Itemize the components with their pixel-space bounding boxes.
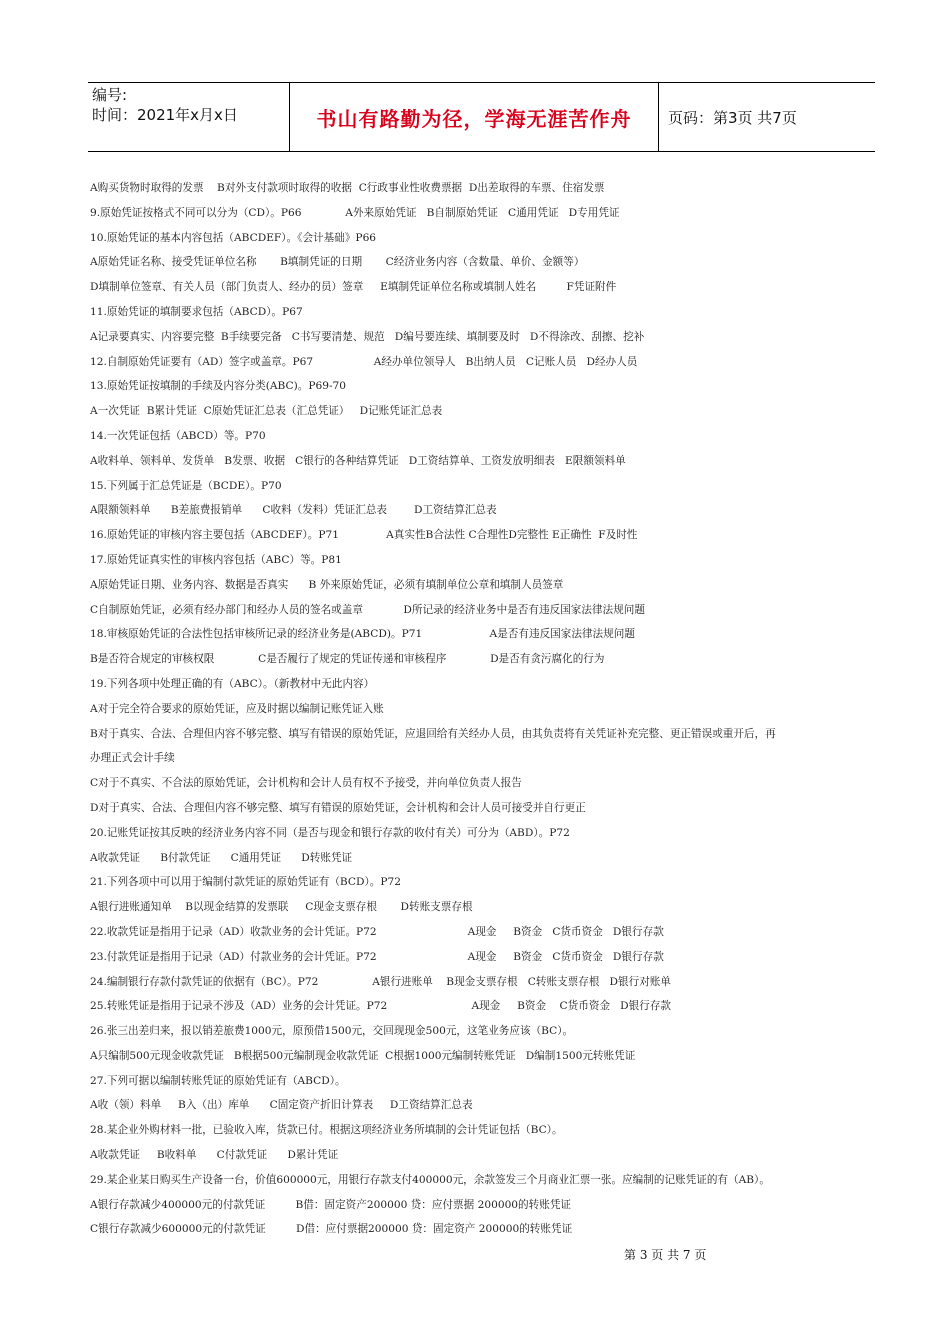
- text-line: 27.下列可据以编制转账凭证的原始凭证有（ABCD）。: [90, 1074, 346, 1087]
- text-line: 17.原始凭证真实性的审核内容包括（ABC）等。P81: [90, 553, 342, 566]
- page-header: [88, 82, 875, 152]
- text-line: D对于真实、合法、合理但内容不够完整、填写有错误的原始凭证，会计机构和会计人员可接受并自行更正: [90, 801, 586, 814]
- text-line: 9.原始凭证按格式不同可以分为（CD）。P66 A外来原始凭证 B自制原始凭证 C通用凭证 D专用凭证: [90, 206, 620, 219]
- text-line: A只编制500元现金收款凭证 B根据500元编制现金收款凭证 C根据1000元编制转账凭证 D编制1500元转账凭证: [90, 1049, 636, 1062]
- text-line: C银行存款减少600000元的付款凭证 D借：应付票据200000 贷：固定资产 200000的转账凭证: [90, 1223, 573, 1236]
- text-line: C对于不真实、不合法的原始凭证，会计机构和会计人员有权不予接受，并向单位负责人报告: [90, 777, 522, 790]
- header-meta: [92, 85, 288, 149]
- serial-label: 编号:: [92, 86, 128, 104]
- text-line: A银行存款减少400000元的付款凭证 B借：固定资产200000 贷：应付票据 200000的转账凭证: [90, 1198, 572, 1211]
- text-line: 13.原始凭证按填制的手续及内容分类(ABC)。P69-70: [90, 380, 347, 393]
- text-line: A购买货物时取得的发票 B对外支付款项时取得的收据 C行政事业性收费票据 D出差取得的车票、住宿发票: [90, 182, 605, 194]
- text-line: A对于完全符合要求的原始凭证，应及时据以编制记账凭证入账: [90, 702, 384, 715]
- text-line: 18.审核原始凭证的合法性包括审核所记录的经济业务是(ABCD)。P71 A是否有违反国家法律法规问题: [90, 628, 635, 641]
- text-line: A银行进账通知单 B以现金结算的发票联 C现金支票存根 D转账支票存根: [90, 901, 473, 914]
- header-divider: [658, 83, 659, 151]
- text-line: 21.下列各项中可以用于编制付款凭证的原始凭证有（BCD）。P72: [90, 876, 401, 889]
- text-line: 28.某企业外购材料一批，已验收入库，货款已付。根据这项经济业务所填制的会计凭证包括（BC）。: [90, 1124, 563, 1137]
- text-line: A记录要真实、内容要完整 B手续要完备 C书写要清楚、规范 D编号要连续、填制要及时 D不得涂改、刮擦、挖补: [90, 330, 645, 343]
- text-line: A收料单、领料单、发货单 B发票、收据 C银行的各种结算凭证 D工资结算单、工资发放明细表 E限额领料单: [90, 454, 626, 467]
- text-line: A收款凭证 B收料单 C付款凭证 D累计凭证: [90, 1149, 339, 1162]
- text-line: A限额领料单 B差旅费报销单 C收料（发料）凭证汇总表 D工资结算汇总表: [90, 504, 497, 517]
- text-line: A原始凭证日期、业务内容、数据是否真实 B 外来原始凭证，必须有填制单位公章和填制人员签章: [90, 578, 564, 591]
- document-body: [90, 176, 880, 1242]
- text-line: A原始凭证名称、接受凭证单位名称 B填制凭证的日期 C经济业务内容（含数量、单价、金额等）: [90, 256, 585, 269]
- text-line: B对于真实、合法、合理但内容不够完整、填写有错误的原始凭证，应退回给有关经办人员，由其负责将有关凭证补充完整、更正错误或重开后，再: [90, 727, 776, 740]
- text-line: 29.某企业某日购买生产设备一台，价值600000元，用银行存款支付400000元，余款签发三个月商业汇票一张。应编制的记账凭证的有（AB）。: [90, 1173, 770, 1186]
- text-line: B是否符合规定的审核权限 C是否履行了规定的凭证传递和审核程序 D是否有贪污腐化的行为: [90, 653, 605, 666]
- header-page-info: 页码：第3页 共7页: [668, 108, 797, 127]
- time-label: 时间：2021年x月x日: [92, 106, 238, 124]
- text-line: 25.转账凭证是指用于记录不涉及（AD）业务的会计凭证。P72 A现金 B资金 C货币资金 D银行存款: [90, 1000, 672, 1013]
- text-line: 办理正式会计手续: [90, 752, 175, 765]
- text-line: A一次凭证 B累计凭证 C原始凭证汇总表（汇总凭证） D记账凭证汇总表: [90, 405, 443, 418]
- text-line: 26.张三出差归来，报以销差旅费1000元，原预借1500元，交回现现金500元，这笔业务应该（BC）。: [90, 1025, 574, 1038]
- text-line: 20.记账凭证按其反映的经济业务内容不同（是否与现金和银行存款的收付有关）可分为（ABD）。P72: [90, 826, 570, 839]
- text-line: 19.下列各项中处理正确的有（ABC）。（新教材中无此内容）: [90, 677, 375, 690]
- text-line: D填制单位签章、有关人员（部门负责人、经办的员）签章 E填制凭证单位名称或填制人姓名 F凭证附件: [90, 281, 617, 294]
- text-line: 12.自制原始凭证要有（AD）签字或盖章。P67 A经办单位领导人 B出纳人员 C记账人员 D经办人员: [90, 355, 638, 368]
- text-line: 22.收款凭证是指用于记录（AD）收款业务的会计凭证。P72 A现金 B资金 C货币资金 D银行存款: [90, 925, 664, 938]
- text-line: 11.原始凭证的填制要求包括（ABCD）。P67: [90, 305, 303, 318]
- text-line: 24.编制银行存款付款凭证的依据有（BC）。P72 A银行进账单 B现金支票存根 C转账支票存根 D银行对账单: [90, 975, 671, 988]
- text-line: A收款凭证 B付款凭证 C通用凭证 D转账凭证: [90, 851, 353, 864]
- header-motto: 书山有路勤为径，学海无涯苦作舟: [316, 106, 632, 131]
- text-line: C自制原始凭证，必须有经办部门和经办人员的签名或盖章 D所记录的经济业务中是否有违反国家法律法规问题: [90, 603, 645, 616]
- text-line: 23.付款凭证是指用于记录（AD）付款业务的会计凭证。P72 A现金 B资金 C货币资金 D银行存款: [90, 950, 664, 963]
- text-line: A收（领）料单 B入（出）库单 C固定资产折旧计算表 D工资结算汇总表: [90, 1099, 473, 1112]
- text-line: 14.一次凭证包括（ABCD）等。P70: [90, 429, 266, 442]
- page-footer: 第 3 页 共 7 页: [624, 1248, 707, 1262]
- text-line: 10.原始凭证的基本内容包括（ABCDEF）。《会计基础》P66: [90, 231, 377, 244]
- text-line: 15.下列属于汇总凭证是（BCDE）。P70: [90, 479, 282, 492]
- text-line: 16.原始凭证的审核内容主要包括（ABCDEF）。P71 A真实性B合法性 C合理性D完整性 E正确性 F及时性: [90, 529, 638, 542]
